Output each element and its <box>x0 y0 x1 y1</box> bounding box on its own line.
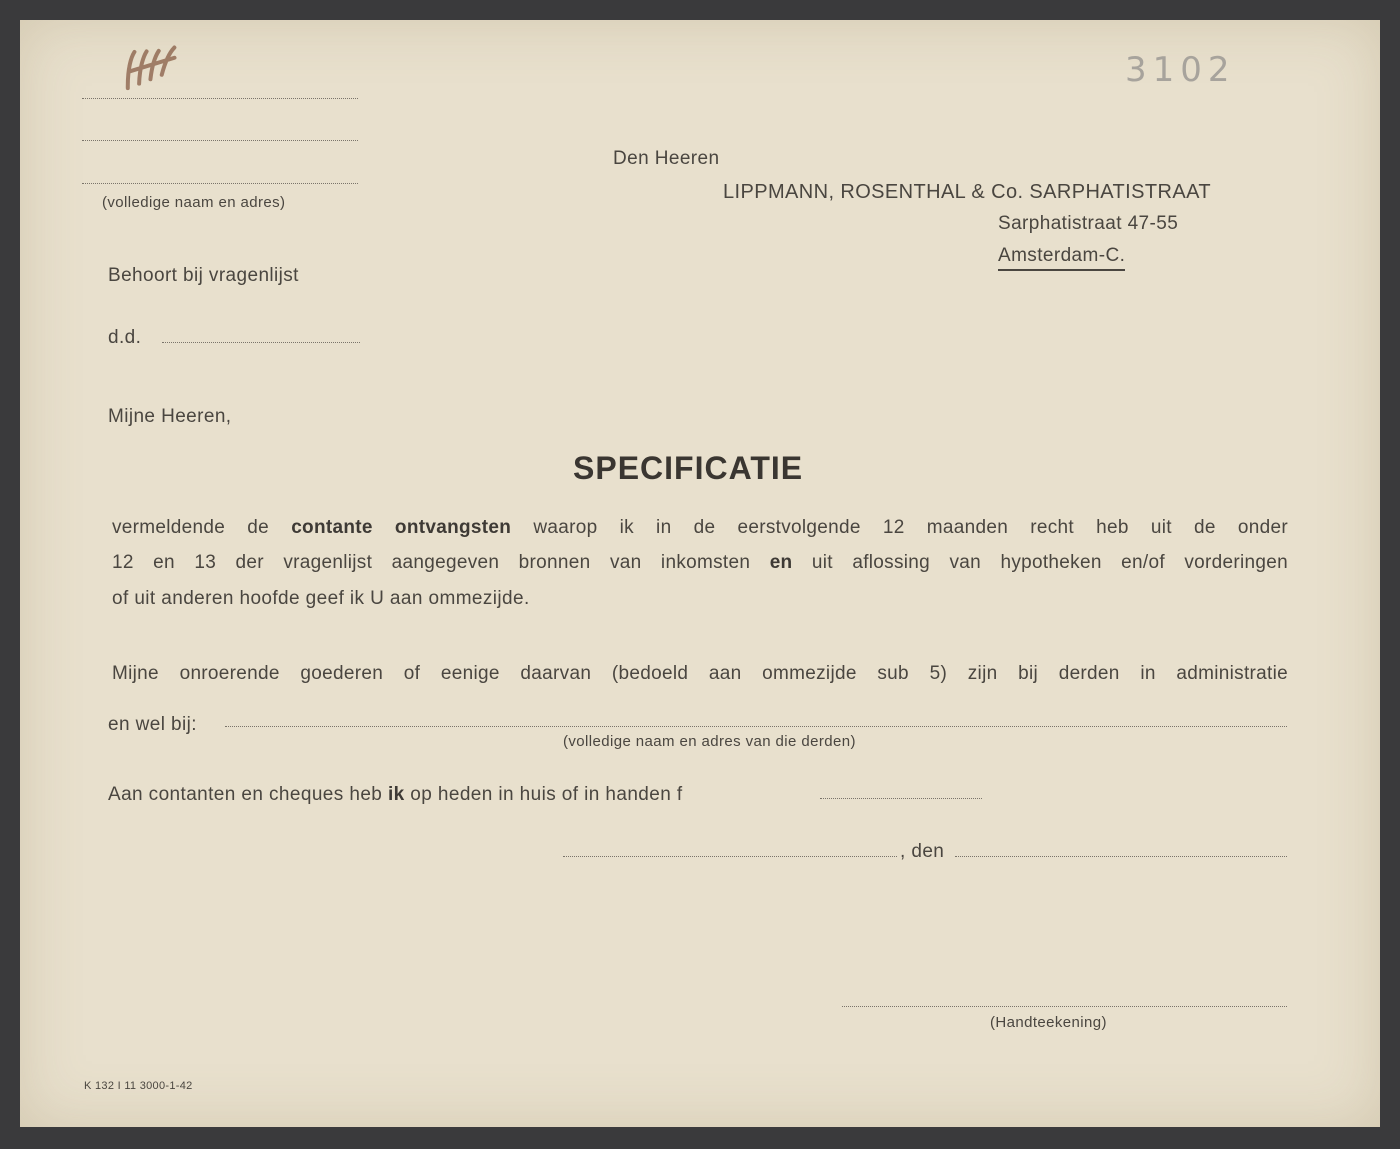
property-statement: Mijne onroerende goederen of eenige daarvan (bedoeld aan ommezijde sub 5) zijn bij derden in administratie <box>112 663 1288 684</box>
date-separator: , den <box>900 841 945 862</box>
addressee-salutation: Den Heeren <box>613 148 720 169</box>
property-caption: (volledige naam en adres van die derden) <box>563 733 856 750</box>
addressee-street: Sarphatistraat 47-55 <box>998 213 1179 234</box>
body-line-1-end: waarop ik in de eerstvolgende 12 maanden recht heb uit de onder <box>533 517 1288 538</box>
cash-amount-field[interactable] <box>820 798 982 799</box>
body-line-3: of uit anderen hoofde geef ik U aan ommezijde. <box>112 588 530 609</box>
document-title: SPECIFICATIE <box>573 450 804 486</box>
cash-label-end: op heden in huis of in handen f <box>410 784 683 805</box>
addressee-company: LIPPMANN, ROSENTHAL & Co. SARPHATISTRAAT <box>723 181 1211 203</box>
date-field[interactable] <box>955 856 1287 857</box>
addressee-city: Amsterdam-C. <box>998 245 1125 271</box>
signature-caption: (Handteekening) <box>990 1014 1107 1031</box>
sender-line-1[interactable] <box>82 98 358 99</box>
greeting: Mijne Heeren, <box>108 406 232 427</box>
form-code: K 132 I 11 3000-1-42 <box>84 1080 193 1092</box>
questionnaire-label: Behoort bij vragenlijst <box>108 265 299 286</box>
property-administrator-field[interactable] <box>225 726 1287 727</box>
body-line-2-end: uit aflossing van hypotheken en/of vorderingen <box>811 552 1288 573</box>
ink-stamp-mark <box>112 34 199 99</box>
body-line-2-start: 12 en 13 der vragenlijst aangegeven bronnen van inkomsten <box>112 552 751 573</box>
property-label: en wel bij: <box>108 714 197 735</box>
archive-number: 3102 <box>1125 50 1236 90</box>
questionnaire-date-field[interactable] <box>162 342 360 343</box>
sender-line-2[interactable] <box>82 140 358 141</box>
sender-line-3[interactable] <box>82 183 358 184</box>
questionnaire-date-label: d.d. <box>108 327 142 348</box>
cash-statement <box>108 784 683 806</box>
cash-label-ik: ik <box>387 784 405 805</box>
cash-label-start: Aan contanten en cheques heb <box>108 784 383 805</box>
body-emphasis-and: en <box>769 552 793 573</box>
document-page <box>20 20 1380 1127</box>
place-field[interactable] <box>563 856 897 857</box>
body-line-1-start: vermeldende de <box>112 517 270 538</box>
sender-caption: (volledige naam en adres) <box>102 194 286 211</box>
signature-field[interactable] <box>842 1006 1287 1007</box>
body-line-1 <box>112 517 1288 539</box>
body-emphasis-cash: contante ontvangsten <box>291 517 512 538</box>
body-line-2 <box>112 552 1288 574</box>
